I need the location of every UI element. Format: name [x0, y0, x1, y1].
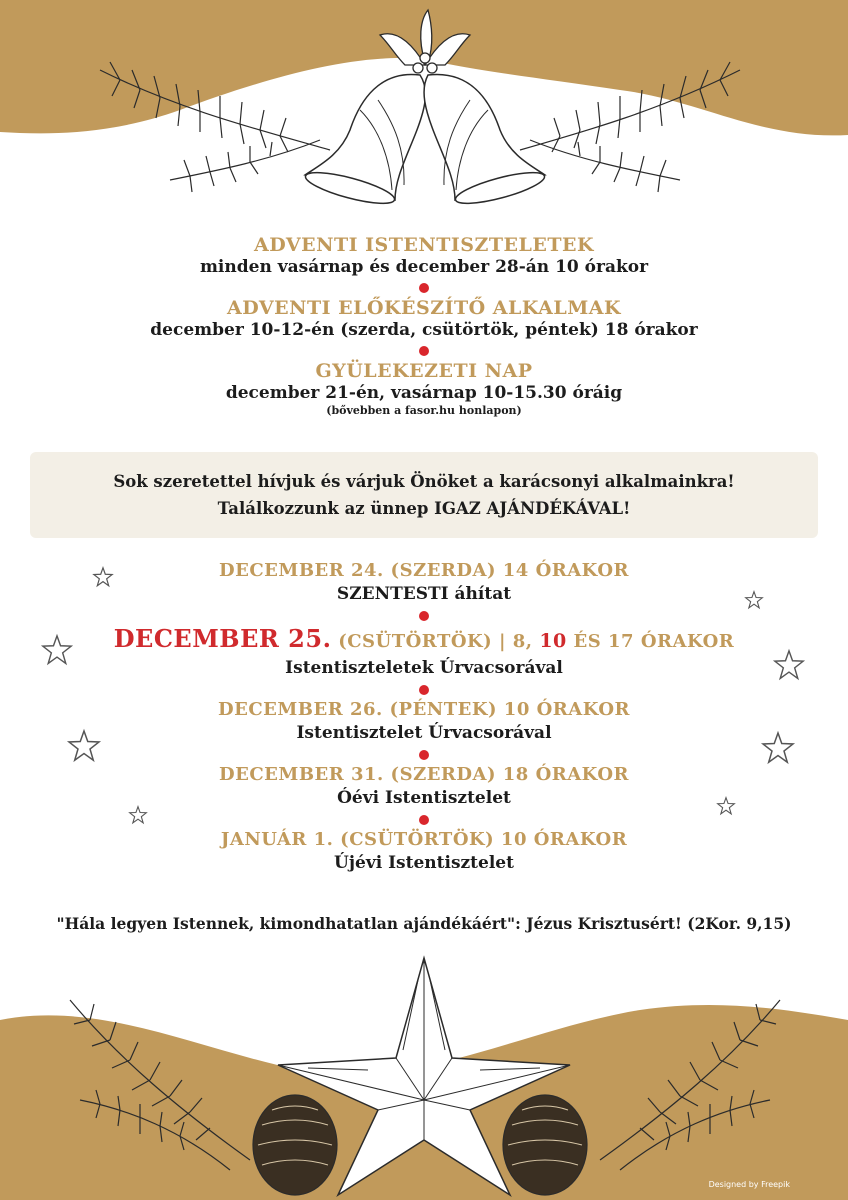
red-dot-icon [419, 685, 429, 695]
event-time-tail: ÉS 17 ÓRAKOR [566, 631, 735, 652]
bible-quote: "Hála legyen Istennek, kimondhatatlan ajándékáért": Jézus Krisztusért! (2Kor. 9,15) [56, 914, 792, 933]
event-time-highlight: 10 [539, 630, 567, 652]
advent-text-1: minden vasárnap és december 28-án 10 órakor [199, 257, 649, 277]
banner-line-1: Sok szeretettel hívjuk és várjuk Önöket a karácsonyi alkalmainkra! [113, 472, 735, 491]
red-dot-icon [419, 815, 429, 825]
advent-text-2: december 10-12-én (szerda, csütörtök, péntek) 18 órakor [150, 320, 698, 340]
sketched-star-icon [716, 796, 736, 816]
christmas-bells-with-pine-icon [0, 0, 848, 230]
sketched-star-icon [128, 805, 148, 825]
advent-note: (bővebben a fasor.hu honlapon) [326, 404, 522, 417]
event-heading-dec24: DECEMBER 24. (SZERDA) 14 ÓRAKOR [219, 560, 629, 581]
sketched-star-icon [92, 566, 114, 588]
sketched-star-icon [760, 730, 796, 766]
designer-credit: Designed by Freepik [708, 1180, 790, 1189]
event-day-dec25: (CSÜTÖRTÖK) | 8, [331, 631, 540, 652]
event-text-jan1: Újévi Istentisztelet [334, 853, 514, 873]
banner-line-2: Találkozzunk az ünnep IGAZ AJÁNDÉKÁVAL! [217, 499, 631, 518]
star-with-pinecones-icon [0, 940, 848, 1200]
sketched-star-icon [772, 648, 806, 682]
advent-section [0, 234, 848, 418]
event-date-dec25: DECEMBER 25. [113, 624, 332, 653]
event-heading-dec31: DECEMBER 31. (SZERDA) 18 ÓRAKOR [219, 764, 629, 785]
event-text-dec24: SZENTESTI áhítat [336, 584, 512, 604]
event-heading-jan1: JANUÁR 1. (CSÜTÖRTÖK) 10 ÓRAKOR [220, 829, 628, 850]
event-text-dec25: Istentiszteletek Úrvacsorával [285, 658, 563, 678]
advent-heading-1: ADVENTI ISTENTISZTELETEK [254, 234, 594, 256]
red-dot-icon [419, 611, 429, 621]
event-text-dec26: Istentisztelet Úrvacsorával [296, 723, 552, 743]
christmas-events [0, 560, 848, 875]
advent-text-3: december 21-én, vasárnap 10-15.30 óráig [225, 383, 623, 403]
event-heading-dec25 [0, 625, 848, 656]
red-dot-icon [419, 346, 429, 356]
red-dot-icon [419, 750, 429, 760]
event-heading-dec26: DECEMBER 26. (PÉNTEK) 10 ÓRAKOR [217, 699, 631, 720]
sketched-star-icon [66, 728, 102, 764]
advent-heading-3: GYÜLEKEZETI NAP [315, 360, 533, 382]
event-text-dec31: Óévi Istentisztelet [337, 788, 511, 808]
sketched-star-icon [744, 590, 764, 610]
advent-heading-2: ADVENTI ELŐKÉSZÍTŐ ALKALMAK [226, 297, 622, 319]
red-dot-icon [419, 283, 429, 293]
invitation-banner [30, 452, 818, 538]
sketched-star-icon [40, 633, 74, 667]
